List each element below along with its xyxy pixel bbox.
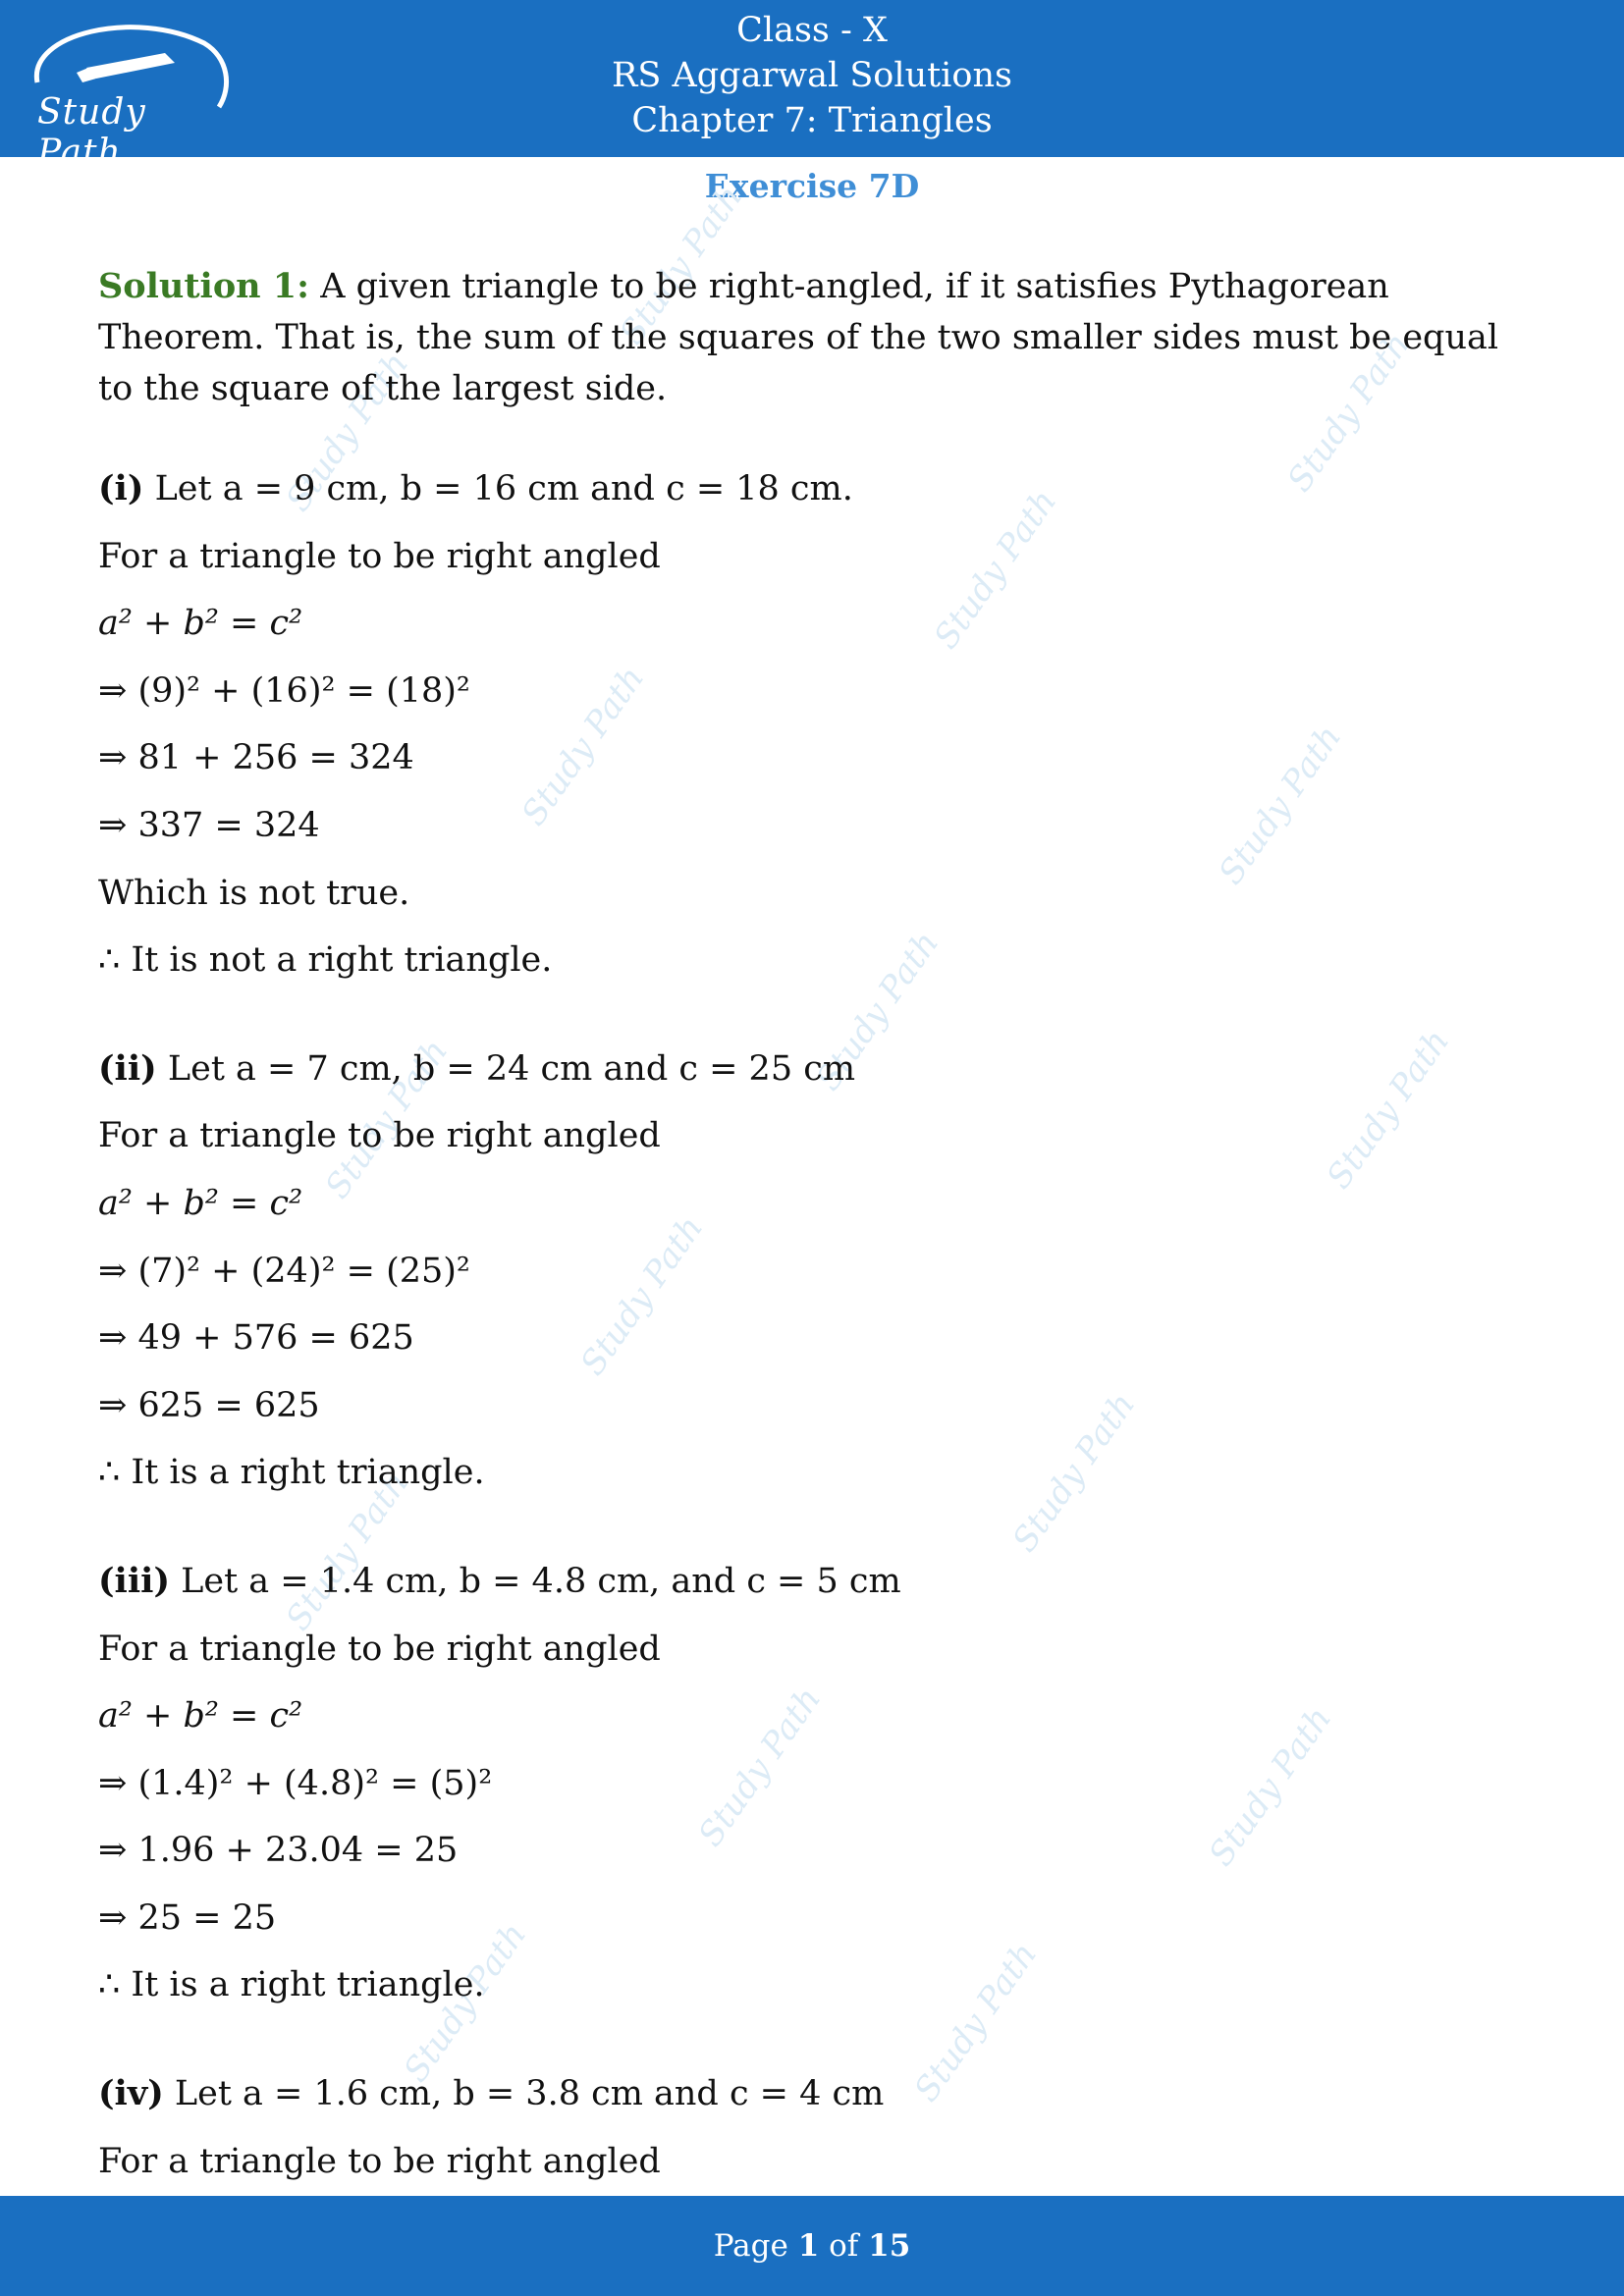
step-line: ⇒ 49 + 576 = 625 [98,1318,414,1359]
page-prefix: Page [713,2228,798,2264]
part-label: (ii) [98,1047,157,1089]
conclusion-line: ∴ It is a right triangle. [98,1965,485,2005]
current-page: 1 [797,2228,820,2264]
given-values: Let a = 9 cm, b = 16 cm and c = 18 cm. [154,469,853,508]
step-line: ⇒ 81 + 256 = 324 [98,738,414,778]
conclusion-line: ∴ It is not a right triangle. [98,940,553,981]
part-given [98,2060,1532,2128]
watermark: Study Path [278,1464,417,1638]
watermark: Study Path [612,178,751,352]
part-label: (iv) [98,2073,164,2114]
page-of: of [819,2228,869,2264]
part-given [98,455,1532,523]
watermark: Study Path [1211,718,1350,892]
given-values: Let a = 1.4 cm, b = 4.8 cm, and c = 5 cm [181,1561,901,1601]
pythagoras-formula: a² + b² = c² [98,1183,303,1223]
watermark: Study Path [1279,325,1419,500]
page-footer [0,2196,1624,2296]
part-given [98,1548,1532,1616]
chapter-title: Chapter 7: Triangles [631,101,993,140]
watermark: Study Path [572,1208,712,1383]
solution-intro [98,261,1532,414]
watermark: Study Path [278,345,417,519]
watermark: Study Path [317,1032,457,1206]
exercise-title: Exercise 7D [704,167,920,205]
step-line: ⇒ (7)² + (24)² = (25)² [98,1251,470,1291]
solution-content [98,261,1532,2195]
condition-line: For a triangle to be right angled [98,536,661,576]
watermark: Study Path [1319,1022,1458,1197]
watermark: Study Path [926,482,1065,657]
remark-line: Which is not true. [98,873,410,913]
given-values: Let a = 1.6 cm, b = 3.8 cm and c = 4 cm [174,2074,885,2114]
class-label: Class - X [736,11,888,50]
condition-line: For a triangle to be right angled [98,1629,661,1669]
watermark: Study Path [1201,1699,1340,1874]
step-line: ⇒ 1.96 + 23.04 = 25 [98,1831,459,1871]
book-title: RS Aggarwal Solutions [612,56,1012,95]
watermark: Study Path [1004,1385,1144,1560]
step-line: ⇒ 337 = 324 [98,805,320,845]
part-label: (i) [98,468,144,508]
part-i [98,455,1532,994]
total-pages: 15 [868,2228,911,2264]
solution-text: A given triangle to be right-angled, if it satisfies Pythagorean Theorem. That is, the sum of the squares of the two smaller sides must be equal to the square of the largest side. [98,267,1499,408]
part-iv [98,2060,1532,2195]
given-values: Let a = 7 cm, b = 24 cm and c = 25 cm [167,1048,856,1089]
watermark: Study Path [396,1915,535,2090]
watermark: Study Path [690,1680,830,1854]
part-iii [98,1548,1532,2019]
header-title-block [0,8,1624,143]
pythagoras-formula: a² + b² = c² [98,1696,303,1736]
solution-label: Solution 1: [98,266,310,306]
part-given [98,1036,1532,1103]
part-label: (iii) [98,1560,171,1601]
watermark: Study Path [906,1935,1046,2109]
step-line: ⇒ (9)² + (16)² = (18)² [98,670,470,711]
conclusion-line: ∴ It is a right triangle. [98,1453,485,1493]
step-line: ⇒ 625 = 625 [98,1385,320,1425]
step-line: ⇒ 25 = 25 [98,1897,277,1938]
part-ii [98,1036,1532,1507]
step-line: ⇒ (1.4)² + (4.8)² = (5)² [98,1763,493,1803]
watermark: Study Path [808,924,947,1098]
page-header [0,0,1624,173]
condition-line: For a triangle to be right angled [98,1116,661,1156]
condition-line: For a triangle to be right angled [98,2141,661,2181]
logo-text: Study Path [37,92,146,173]
pythagoras-formula: a² + b² = c² [98,604,303,644]
watermark: Study Path [514,659,653,833]
